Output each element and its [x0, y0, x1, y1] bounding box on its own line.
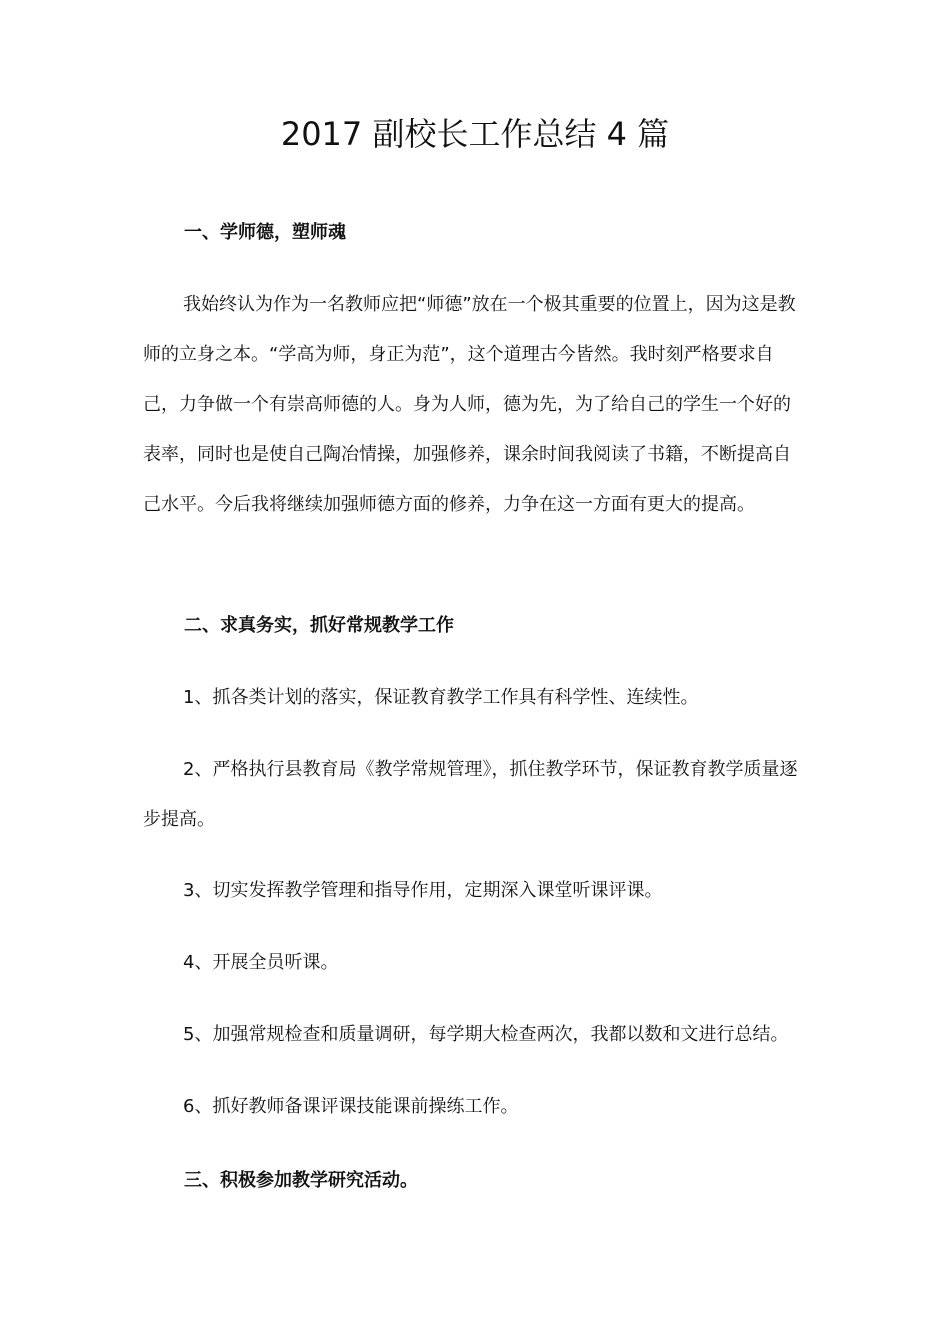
section-heading-3: 三、积极参加教学研究活动。 — [184, 1170, 418, 1191]
list-item: 6、抓好教师备课评课技能课前操练工作。 — [183, 1096, 519, 1117]
document-title: 2017 副校长工作总结 4 篇 — [280, 115, 670, 153]
list-item: 5、加强常规检查和质量调研，每学期大检查两次，我都以数和文进行总结。 — [183, 1024, 789, 1045]
section-heading-2: 二、求真务实，抓好常规教学工作 — [184, 615, 454, 636]
list-item: 1、抓各类计划的落实，保证教育教学工作具有科学性、连续性。 — [183, 687, 699, 708]
section-1-paragraph: 我始终认为作为一名教师应把“师德”放在一个极其重要的位置上，因为这是教师的立身之本。“学高为师，身正为范”，这个道理古今皆然。我时刻严格要求自己，力争做一个有崇高师德的人。身为人师，德为先，为了给自己的学生一个好的表率，同时也是使自己陶冶情操，加强修养，课余时间我阅读了书籍，不断提高自己水平。今后我将继续加强师德方面的修养，力争在这一方面有更大的提高。 — [143, 294, 796, 515]
list-item: 2、严格执行县教育局《教学常规管理》，抓住教学环节，保证教育教学质量逐步提高。 — [143, 759, 798, 830]
section-heading-1: 一、学师德，塑师魂 — [184, 222, 346, 243]
list-item: 3、切实发挥教学管理和指导作用，定期深入课堂听课评课。 — [183, 880, 663, 901]
list-item: 4、开展全员听课。 — [183, 952, 339, 973]
